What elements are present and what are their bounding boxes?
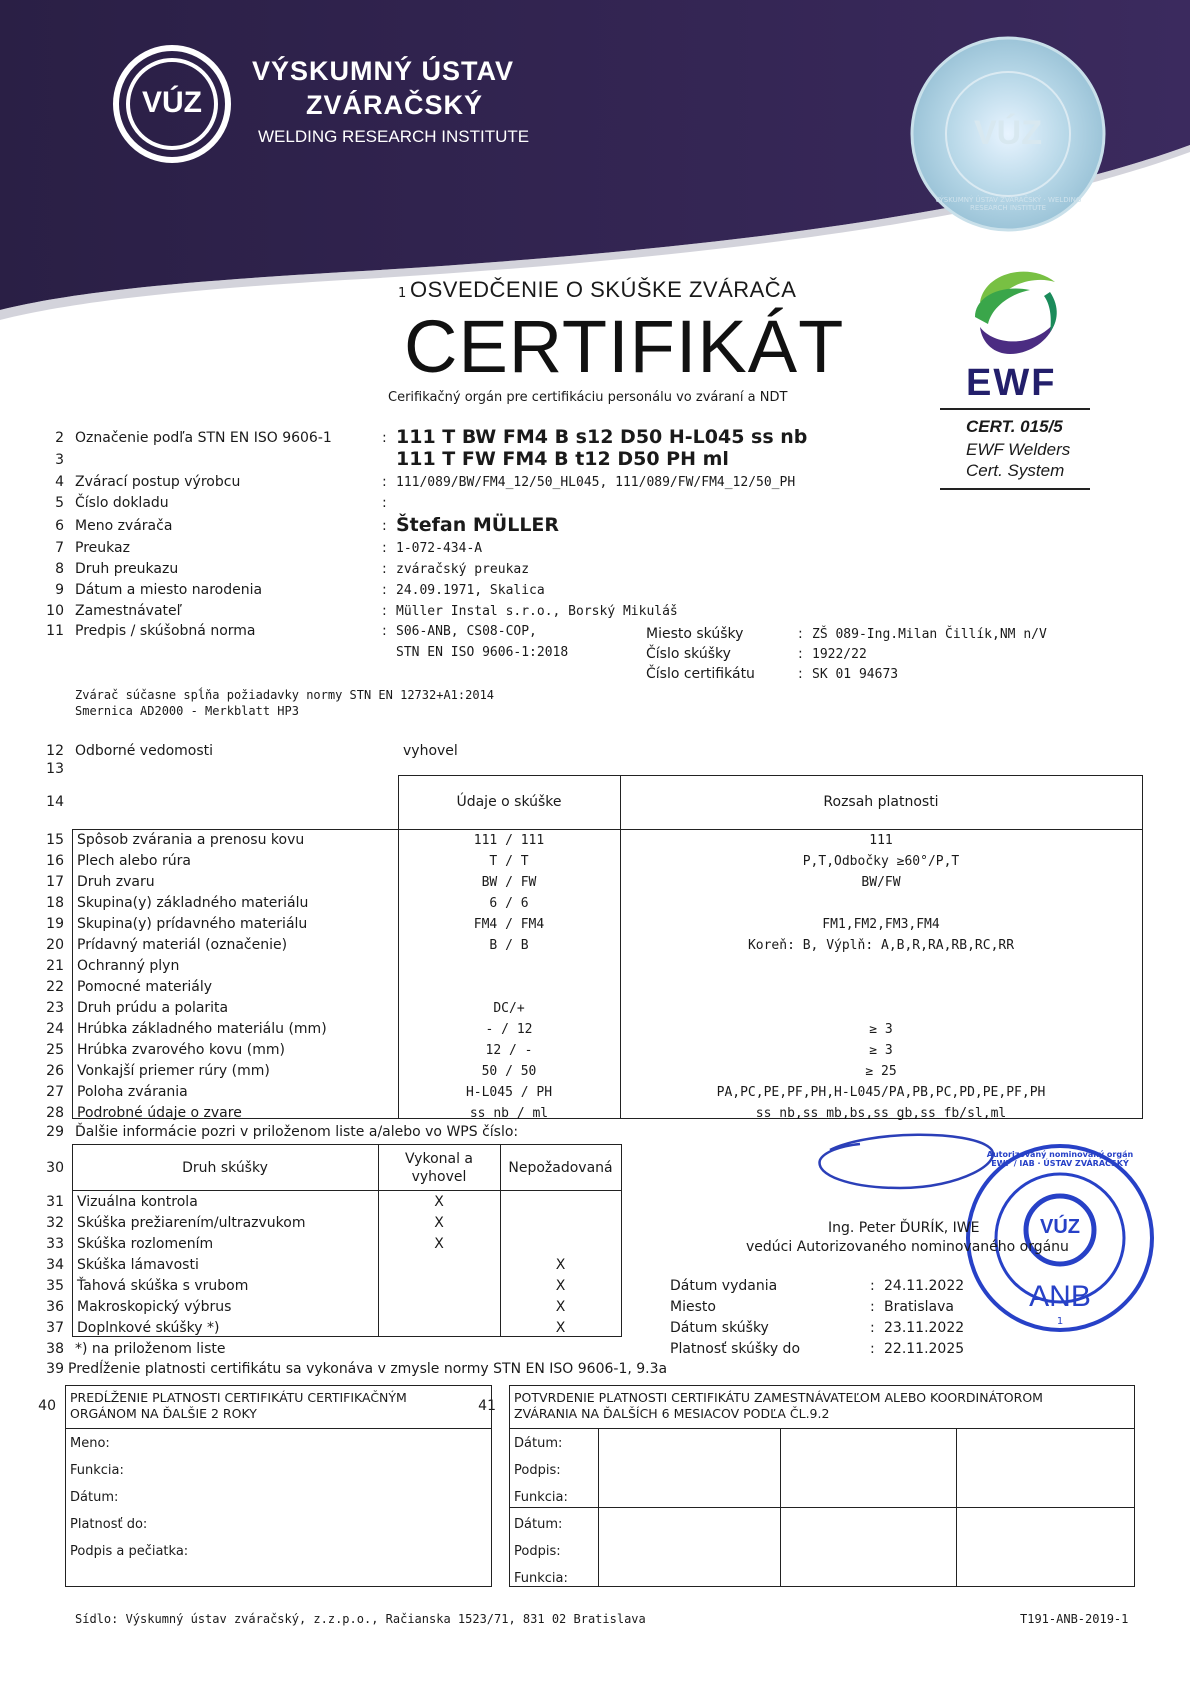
box-line <box>509 1507 1135 1508</box>
anb-stamp-ring-text: Autorizovaný nominovaný orgán EWF / IAB · ÚSTAV ZVÁRAČSKÝ <box>986 1150 1134 1168</box>
row-number: 23 <box>46 1000 64 1016</box>
issue-value: Bratislava <box>884 1299 954 1315</box>
row-number: 25 <box>46 1042 64 1058</box>
ewf-system-line1: EWF Welders <box>966 440 1071 459</box>
box40-field-label: Podpis a pečiatka: <box>70 1544 189 1559</box>
row-label: Označenie podľa STN EN ISO 9606-1 <box>75 430 332 446</box>
issue-label: Dátum skúšky <box>670 1320 769 1336</box>
compliance-note-2: Smernica AD2000 - Merkblatt HP3 <box>75 704 299 718</box>
hologram-seal-logo: VÚZ <box>974 114 1042 152</box>
knowledge-value: vyhovel <box>403 743 458 759</box>
row-number: 7 <box>55 540 64 556</box>
param-label: Plech alebo rúra <box>77 853 191 869</box>
param-label: Ochranný plyn <box>77 958 180 974</box>
compliance-note-1: Zvárač súčasne spĺňa požiadavky normy STN EN 12732+A1:2014 <box>75 688 495 702</box>
row-number: 37 <box>46 1320 64 1336</box>
knowledge-label: Odborné vedomosti <box>75 743 214 759</box>
param-label: Spôsob zvárania a prenosu kovu <box>77 832 305 848</box>
test-label: Skúška prežiarením/ultrazvukom <box>77 1215 306 1231</box>
param-test-value: B / B <box>489 938 529 953</box>
standard-line1: S06-ANB, CS08-COP, <box>396 624 537 639</box>
box-line <box>956 1428 957 1586</box>
param-test-value: 12 / - <box>485 1043 533 1058</box>
box-line <box>509 1428 1135 1429</box>
birth-info: 24.09.1971, Skalica <box>396 583 545 598</box>
row-label: Preukaz <box>75 540 130 556</box>
box41-field-label: Podpis: <box>514 1463 561 1478</box>
param-range-value: ≥ 3 <box>869 1022 893 1037</box>
designation-line1: 111 T BW FM4 B s12 D50 H-L045 ss nb <box>396 426 808 448</box>
designation-line2: 111 T FW FM4 B t12 D50 PH ml <box>396 448 729 470</box>
row-number: 17 <box>46 874 64 890</box>
box41-field-label: Funkcia: <box>514 1490 568 1505</box>
row-label: Číslo dokladu <box>75 495 169 511</box>
welder-name: Štefan MÜLLER <box>396 514 560 536</box>
row-number: 35 <box>46 1278 64 1294</box>
colon: : <box>382 603 387 619</box>
param-label: Druh prúdu a polarita <box>77 1000 229 1016</box>
param-range-value: BW/FW <box>861 875 901 890</box>
anb-stamp-text: ANB <box>1029 1280 1091 1313</box>
org-name-line1: VÝSKUMNÝ ÚSTAV <box>252 56 515 86</box>
param-label: Prídavný materiál (označenie) <box>77 937 288 953</box>
colon: : <box>870 1299 875 1315</box>
row-number: 19 <box>46 916 64 932</box>
param-test-value: FM4 / FM4 <box>473 917 545 932</box>
row-number: 20 <box>46 937 64 953</box>
issue-label: Miesto <box>670 1299 716 1315</box>
box41-title-line2: ZVÁRANIA NA ĎALŠÍCH 6 MESIACOV PODĽA ČL.9.2 <box>514 1406 830 1421</box>
column-header-range: Rozsah platnosti <box>823 794 939 810</box>
row-number: 11 <box>46 623 64 639</box>
param-range-value: ≥ 3 <box>869 1043 893 1058</box>
test-passed-mark: X <box>434 1236 444 1252</box>
issue-value: 23.11.2022 <box>884 1320 965 1336</box>
row-number: 26 <box>46 1063 64 1079</box>
colon: : <box>382 623 387 639</box>
param-label: Pomocné materiály <box>77 979 213 995</box>
row-number: 31 <box>46 1194 64 1210</box>
colon: : <box>382 561 387 577</box>
table-line <box>72 1144 622 1145</box>
row-number: 2 <box>55 430 64 446</box>
ewf-system-line2: Cert. System <box>966 461 1065 480</box>
passed-header-line2: vyhovel <box>411 1169 467 1185</box>
box-line <box>598 1428 599 1586</box>
param-range-value: ss nb,ss mb,bs,ss gb,ss fb/sl,ml <box>755 1106 1007 1121</box>
test-type-header: Druh skúšky <box>182 1160 268 1176</box>
row-label: Meno zvárača <box>75 518 173 534</box>
row-number: 22 <box>46 979 64 995</box>
param-range-value: P,T,Odbočky ≥60°/P,T <box>802 854 960 869</box>
colon: : <box>870 1278 875 1294</box>
param-test-value: 50 / 50 <box>481 1064 537 1079</box>
test-not-required-mark: X <box>555 1257 566 1273</box>
param-range-value: 111 <box>869 833 893 848</box>
param-test-value: ss nb / ml <box>469 1106 549 1121</box>
anb-stamp-logo: VÚZ <box>1040 1216 1080 1238</box>
table-line <box>621 1144 622 1337</box>
param-range-value: Koreň: B, Výplň: A,B,R,RA,RB,RC,RR <box>747 938 1015 953</box>
param-range-value: ≥ 25 <box>865 1064 897 1079</box>
test-label: Vizuálna kontrola <box>77 1194 198 1210</box>
row-number: 4 <box>55 474 64 490</box>
test-label: Doplnkové skúšky *) <box>77 1320 220 1336</box>
param-label: Skupina(y) prídavného materiálu <box>77 916 308 932</box>
row-number: 5 <box>55 495 64 511</box>
table-line <box>72 829 1143 830</box>
row-label: Dátum a miesto narodenia <box>75 582 263 598</box>
extension-note: Predĺženie platnosti certifikátu sa vykonáva v zmysle normy STN EN ISO 9606-1, 9.3a <box>68 1361 668 1377</box>
row-number: 10 <box>46 603 64 619</box>
issue-value: 24.11.2022 <box>884 1278 965 1294</box>
row-label: Druh preukazu <box>75 561 179 577</box>
licence-type: zváračský preukaz <box>396 562 530 577</box>
row-number: 18 <box>46 895 64 911</box>
param-test-value: 111 / 111 <box>473 833 545 848</box>
ewf-logo: EWF <box>966 362 1057 404</box>
row-label: Zamestnávateľ <box>75 603 182 619</box>
ewf-divider-top <box>940 408 1090 410</box>
issue-label: Platnosť skúšky do <box>670 1341 801 1357</box>
certificate-number-value: SK 01 94673 <box>812 667 899 682</box>
form-code: T191-ANB-2019-1 <box>1020 1612 1129 1626</box>
row-number: 32 <box>46 1215 64 1231</box>
test-not-required-mark: X <box>555 1278 566 1294</box>
box41-field-label: Podpis: <box>514 1544 561 1559</box>
colon: : <box>798 666 803 682</box>
colon: : <box>382 430 387 446</box>
row-number: 6 <box>55 518 64 534</box>
test-label: Skúška lámavosti <box>77 1257 199 1273</box>
footnote-label: *) na priloženom liste <box>75 1341 226 1357</box>
certificate-number-label: Číslo certifikátu <box>646 666 755 682</box>
colon: : <box>870 1341 875 1357</box>
box40-title-line1: PREDĹŽENIE PLATNOSTI CERTIFIKÁTU CERTIFIKAČNÝM <box>70 1390 407 1405</box>
box-line <box>780 1428 781 1586</box>
test-not-required-mark: X <box>555 1320 566 1336</box>
row-number: 38 <box>46 1341 64 1357</box>
org-name-en: WELDING RESEARCH INSTITUTE <box>258 127 530 146</box>
hologram-seal-text: VÝSKUMNÝ ÚSTAV ZVÁRAČSKÝ · WELDING RESEARCH INSTITUTE <box>934 196 1082 212</box>
table-line <box>1142 775 1143 830</box>
passed-header-line1: Vykonal a <box>404 1151 474 1167</box>
colon: : <box>798 626 803 642</box>
colon: : <box>870 1320 875 1336</box>
param-test-value: DC/+ <box>493 1001 525 1016</box>
exam-number-label: Číslo skúšky <box>646 646 731 662</box>
param-test-value: - / 12 <box>485 1022 533 1037</box>
title-number: 1 <box>398 286 407 301</box>
box41-field-label: Dátum: <box>514 1517 563 1532</box>
licence-number: 1-072-434-A <box>396 541 483 556</box>
param-label: Hrúbka zvarového kovu (mm) <box>77 1042 285 1058</box>
box41-title-line1: POTVRDENIE PLATNOSTI CERTIFIKÁTU ZAMESTNÁVATEĽOM ALEBO KOORDINÁTOROM <box>514 1390 1043 1405</box>
table-line <box>72 1190 622 1191</box>
table-line <box>72 829 73 1119</box>
table-line <box>398 775 1143 776</box>
box40-field-label: Meno: <box>70 1436 110 1451</box>
colon: : <box>382 495 387 511</box>
org-name-line2: ZVÁRAČSKÝ <box>306 90 484 120</box>
param-label: Podrobné údaje o zvare <box>77 1105 242 1121</box>
row-number: 34 <box>46 1257 64 1273</box>
colon: : <box>382 518 387 534</box>
row-number: 16 <box>46 853 64 869</box>
test-passed-mark: X <box>434 1194 444 1210</box>
row-number: 33 <box>46 1236 64 1252</box>
table-line <box>1142 829 1143 1119</box>
param-label: Druh zvaru <box>77 874 155 890</box>
colon: : <box>382 540 387 556</box>
row-label: Predpis / skúšobná norma <box>75 623 256 639</box>
ewf-divider-bottom <box>940 488 1090 490</box>
row-number: 36 <box>46 1299 64 1315</box>
row-number: 13 <box>46 761 64 777</box>
row-number: 40 <box>38 1398 56 1414</box>
issue-value: 22.11.2025 <box>884 1341 965 1357</box>
footer-address: Sídlo: Výskumný ústav zváračský, z.z.p.o., Račianska 1523/71, 831 02 Bratislava <box>75 1612 646 1626</box>
row-number: 8 <box>55 561 64 577</box>
anb-stamp-number: 1 <box>1056 1316 1064 1327</box>
exam-number-value: 1922/22 <box>812 647 867 662</box>
vuz-logo-text: VÚZ <box>142 86 202 119</box>
box40-field-label: Dátum: <box>70 1490 119 1505</box>
certificate-title: CERTIFIKÁT <box>404 305 845 388</box>
row-number: 24 <box>46 1021 64 1037</box>
param-test-value: T / T <box>489 854 529 869</box>
row-number: 3 <box>55 452 64 468</box>
certification-body-line: Cerifikačný orgán pre certifikáciu personálu vo zváraní a NDT <box>388 390 788 405</box>
row-number: 21 <box>46 958 64 974</box>
issue-label: Dátum vydania <box>670 1278 778 1294</box>
table-line <box>72 1336 622 1337</box>
box41-field-label: Dátum: <box>514 1436 563 1451</box>
exam-place-label: Miesto skúšky <box>646 626 744 642</box>
box-line <box>65 1428 492 1429</box>
row-number: 29 <box>46 1124 64 1140</box>
row-number: 28 <box>46 1105 64 1121</box>
param-range-value: FM1,FM2,FM3,FM4 <box>822 917 940 932</box>
standard-line2: STN EN ISO 9606-1:2018 <box>396 645 569 660</box>
signatory-role: vedúci Autorizovaného nominovaného orgánu <box>746 1239 1069 1255</box>
row-number: 12 <box>46 743 64 759</box>
test-label: Ťahová skúška s vrubom <box>77 1278 249 1294</box>
box40-field-label: Platnosť do: <box>70 1517 148 1532</box>
exam-place-value: ZŠ 089-Ing.Milan Čillík,NM n/V <box>812 627 1047 642</box>
row-number: 27 <box>46 1084 64 1100</box>
param-label: Poloha zvárania <box>77 1084 188 1100</box>
colon: : <box>382 474 387 490</box>
wps-value: 111/089/BW/FM4_12/50_HL045, 111/089/FW/FM4_12/50_PH <box>396 475 796 490</box>
row-number: 39 <box>46 1361 64 1377</box>
row-label: Zvárací postup výrobcu <box>75 474 241 490</box>
box40-field-label: Funkcia: <box>70 1463 124 1478</box>
signatory-name: Ing. Peter ĎURÍK, IWE <box>828 1220 980 1236</box>
param-range-value: PA,PC,PE,PF,PH,H-L045/PA,PB,PC,PD,PE,PF,PH <box>716 1085 1046 1100</box>
certificate-subtitle: OSVEDČENIE O SKÚŠKE ZVÁRAČA <box>410 277 797 302</box>
row-number: 15 <box>46 832 64 848</box>
box41-field-label: Funkcia: <box>514 1571 568 1586</box>
not-required-header: Nepožadovaná <box>508 1160 613 1176</box>
test-label: Skúška rozlomením <box>77 1236 214 1252</box>
row-number: 41 <box>478 1398 496 1414</box>
param-test-value: H-L045 / PH <box>465 1085 553 1100</box>
row-number: 14 <box>46 794 64 810</box>
colon: : <box>798 646 803 662</box>
employer: Müller Instal s.r.o., Borský Mikuláš <box>396 604 678 619</box>
column-header-test: Údaje o skúške <box>456 794 562 810</box>
box40-title-line2: ORGÁNOM NA ĎALŠIE 2 ROKY <box>70 1406 257 1421</box>
test-label: Makroskopický výbrus <box>77 1299 232 1315</box>
param-test-value: BW / FW <box>481 875 537 890</box>
param-test-value: 6 / 6 <box>489 896 529 911</box>
ewf-globe-icon <box>960 262 1070 362</box>
param-label: Vonkajší priemer rúry (mm) <box>77 1063 270 1079</box>
param-label: Hrúbka základného materiálu (mm) <box>77 1021 327 1037</box>
param-label: Skupina(y) základného materiálu <box>77 895 309 911</box>
row-number: 9 <box>55 582 64 598</box>
more-info-label: Ďalšie informácie pozri v priloženom liste a/alebo vo WPS číslo: <box>75 1124 519 1140</box>
test-not-required-mark: X <box>555 1299 566 1315</box>
ewf-cert-number: CERT. 015/5 <box>966 417 1063 436</box>
colon: : <box>382 582 387 598</box>
row-number: 30 <box>46 1160 64 1176</box>
test-passed-mark: X <box>434 1215 444 1231</box>
